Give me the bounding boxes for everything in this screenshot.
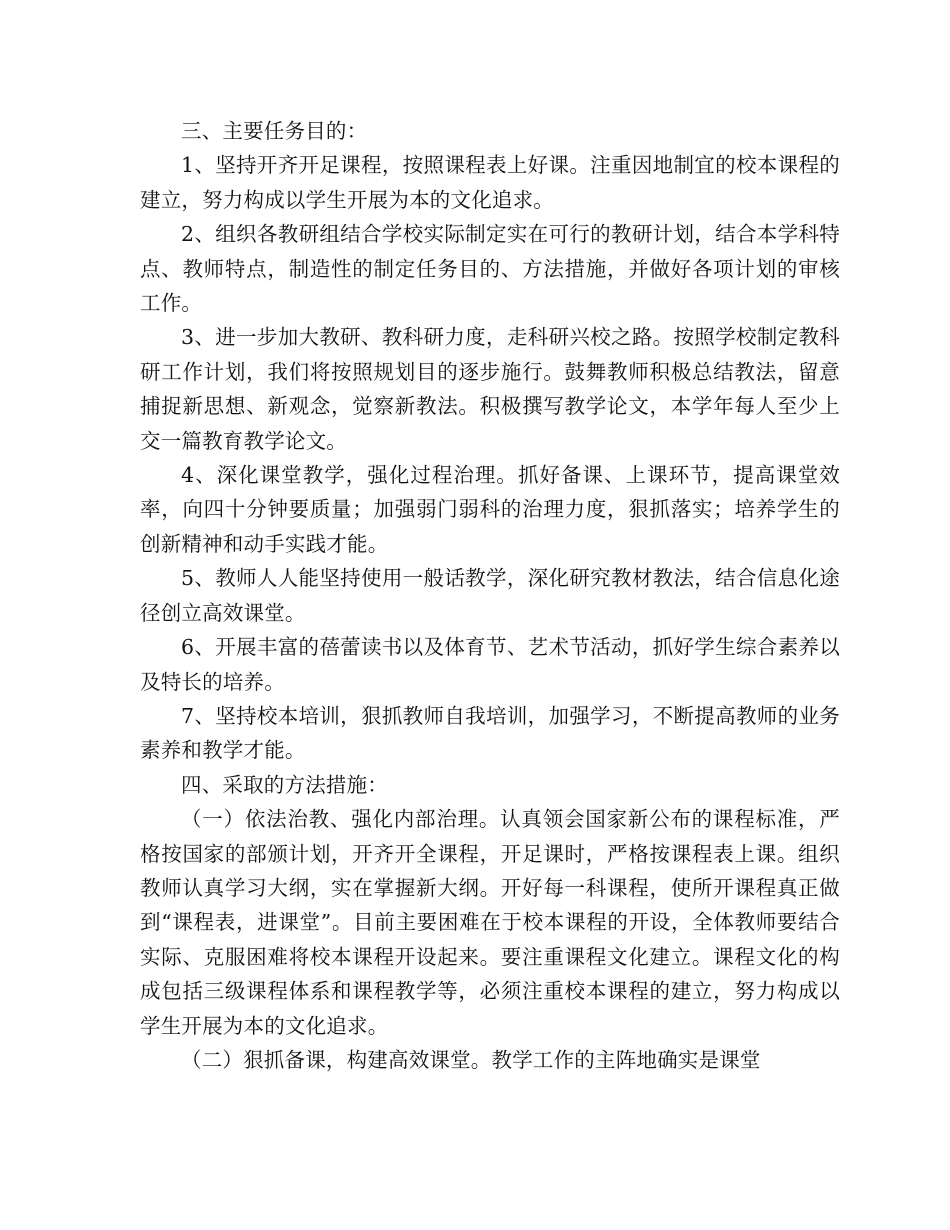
measure-item-2: （二）狠抓备课，构建高效课堂。教学工作的主阵地确实是课堂 bbox=[181, 1047, 761, 1072]
measure-item-1: （一）依法治教、强化内部治理。认真领会国家新公布的课程标准，严格按国家的部颁计划，开齐开全课程，开足课时，严格按课程表上课。组织教师认真学习大纲，实在掌握新大纲。开好每一科课程，使所开课程真正做到“课程表，进课堂”。目前主要困难在于校本课程的开设，全体教师要结合实际、克服困难将校本课程开设起来。要注重课程文化建立。课程文化的构成包括三级课程体系和课程教学等，必须注重校本课程的建立，努力构成以学生开展为本的文化追求。 bbox=[140, 807, 840, 1038]
section-heading-main-tasks: 三、主要任务目的： bbox=[181, 119, 368, 143]
task-item-4: 4、深化课堂教学，强化过程治理。抓好备课、上课环节，提高课堂效率，向四十分钟要质量；加强弱门弱科的治理力度，狠抓落实；培养学生的创新精神和动手实践才能。 bbox=[140, 463, 840, 556]
document-body bbox=[140, 114, 840, 1077]
task-item-3: 3、进一步加大教研、教科研力度，走科研兴校之路。按照学校制定教科研工作计划，我们将按照规划目的逐步施行。鼓舞教师积极总结教法，留意捕捉新思想、新观念，觉察新教法。积极撰写教学论文，本学年每人至少上交一篇教育教学论文。 bbox=[140, 325, 840, 453]
task-item-5: 5、教师人人能坚持使用一般话教学，深化研究教材教法，结合信息化途径创立高效课堂。 bbox=[140, 566, 840, 625]
task-item-1: 1、坚持开齐开足课程，按照课程表上好课。注重因地制宜的校本课程的建立，努力构成以学生开展为本的文化追求。 bbox=[140, 153, 840, 212]
task-item-6: 6、开展丰富的蓓蕾读书以及体育节、艺术节活动，抓好学生综合素养以及特长的培养。 bbox=[140, 635, 840, 694]
section-heading-measures: 四、采取的方法措施： bbox=[181, 772, 388, 797]
task-item-7: 7、坚持校本培训，狠抓教师自我培训，加强学习，不断提高教师的业务素养和教学才能。 bbox=[140, 703, 840, 763]
task-item-2: 2、组织各教研组结合学校实际制定实在可行的教研计划，结合本学科特点、教师特点，制造性的制定任务目的、方法措施，并做好各项计划的审核工作。 bbox=[140, 222, 840, 316]
